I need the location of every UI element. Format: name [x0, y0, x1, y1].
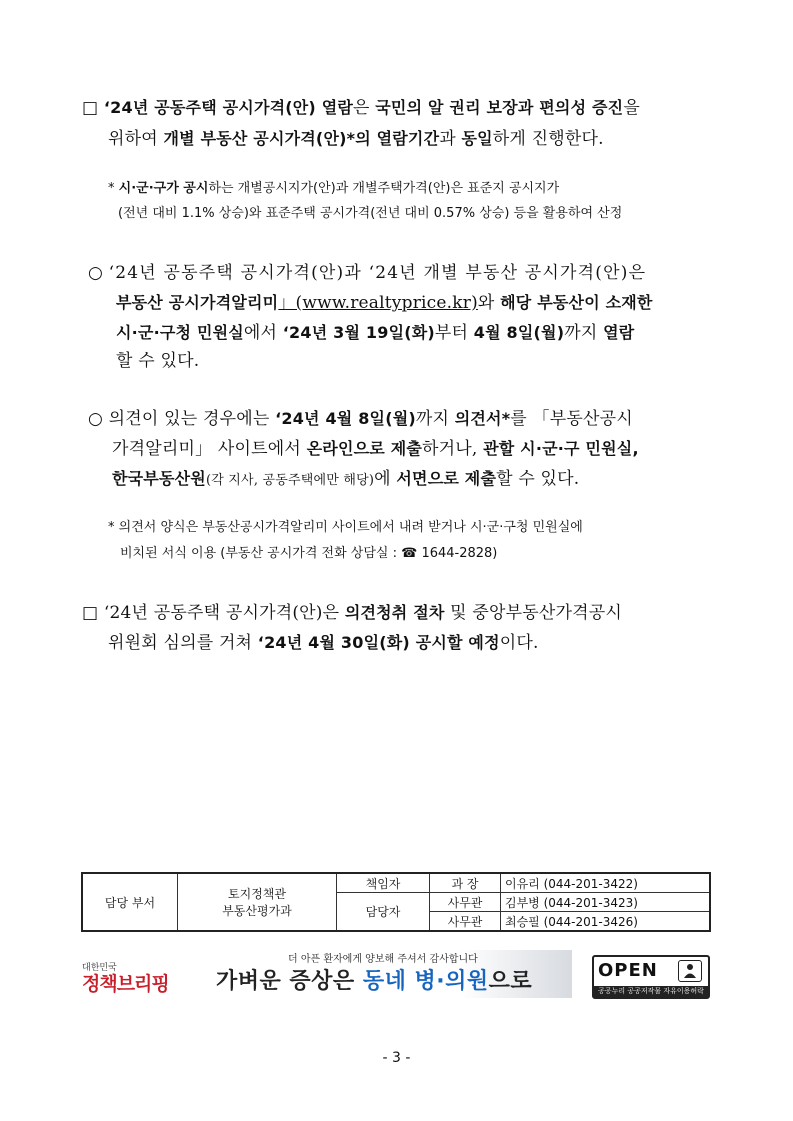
open-license-badge[interactable]: OPEN 공공누리 공공저작물 자유이용허락 — [592, 955, 710, 999]
policy-briefing-logo[interactable]: 대한민국 정책브리핑 — [82, 963, 169, 995]
section-3-note-line-2: 비치된 서식 이용 (부동산 공시가격 전화 상담실 : ☎ 1644-2828) — [120, 546, 498, 561]
staff-label: 담당자 — [337, 893, 430, 932]
section-1-note-line-2: (전년 대비 1.1% 상승)와 표준주택 공시가격(전년 대비 0.57% 상승) 등을 활용하여 산정 — [118, 206, 623, 221]
campaign-banner[interactable]: 더 아픈 환자에게 양보해 주셔서 감사합니다 가벼운 증상은 동네 병·의원으로 — [200, 950, 572, 998]
realtyprice-link[interactable]: 」(www.realtyprice.kr) — [278, 293, 478, 313]
section-3-line-1: ○ 의견이 있는 경우에는 ‘24년 4월 8일(월)까지 의견서*를 「부동산공시 — [88, 409, 633, 429]
circle-bullet: ○ — [88, 263, 104, 283]
contact-person: 김부병 (044-201-3423) — [501, 893, 711, 912]
contact-title: 사무관 — [430, 893, 501, 912]
contact-title: 과 장 — [430, 873, 501, 893]
contact-title: 사무관 — [430, 912, 501, 932]
dept-name: 토지정책관 부동산평가과 — [178, 873, 337, 931]
section-4-line-2: 위원회 심의를 거쳐 ‘24년 4월 30일(화) 공시할 예정이다. — [108, 633, 539, 653]
section-1-line-2: 위하여 개별 부동산 공시가격(안)*의 열람기간과 동일하게 진행한다. — [108, 129, 604, 149]
circle-bullet: ○ — [88, 409, 104, 429]
section-2-line-2: 부동산 공시가격알리미」(www.realtyprice.kr)와 해당 부동산이 소재한 — [116, 293, 653, 313]
responsible-label: 책임자 — [337, 873, 430, 893]
section-2-line-4: 할 수 있다. — [116, 351, 200, 371]
dept-label: 담당 부서 — [82, 873, 178, 931]
section-2-line-1: ○ ‘24년 공동주택 공시가격(안)과 ‘24년 개별 부동산 공시가격(안)은 — [88, 263, 647, 283]
section-3-note-line-1: * 의견서 양식은 부동산공시가격알리미 사이트에서 내려 받거나 시·군·구청 민원실에 — [108, 520, 583, 535]
attribution-person-icon — [678, 960, 702, 982]
section-1-line-1: □ ‘24년 공동주택 공시가격(안) 열람은 국민의 알 권리 보장과 편의성 증진을 — [82, 98, 640, 118]
page-number: - 3 - — [382, 1050, 411, 1066]
contact-table — [81, 872, 711, 932]
contact-person: 최승필 (044-201-3426) — [501, 912, 711, 932]
checkbox-bullet: □ — [82, 603, 99, 623]
checkbox-bullet: □ — [82, 98, 99, 118]
section-1-note-line-1: * 시·군·구가 공시하는 개별공시지가(안)과 개별주택가격(안)은 표준지 공시지가 — [108, 181, 560, 196]
section-4-line-1: □ ‘24년 공동주택 공시가격(안)은 의견청취 절차 및 중앙부동산가격공시 — [82, 603, 622, 623]
section-2-line-3: 시·군·구청 민원실에서 ‘24년 3월 19일(화)부터 4월 8일(월)까지 열람 — [116, 323, 635, 343]
section-3-line-2: 가격알리미」 사이트에서 온라인으로 제출하거나, 관할 시·군·구 민원실, — [112, 439, 639, 459]
contact-person: 이유리 (044-201-3422) — [501, 873, 711, 893]
section-3-line-3: 한국부동산원(각 지사, 공동주택에만 해당)에 서면으로 제출할 수 있다. — [112, 469, 580, 489]
